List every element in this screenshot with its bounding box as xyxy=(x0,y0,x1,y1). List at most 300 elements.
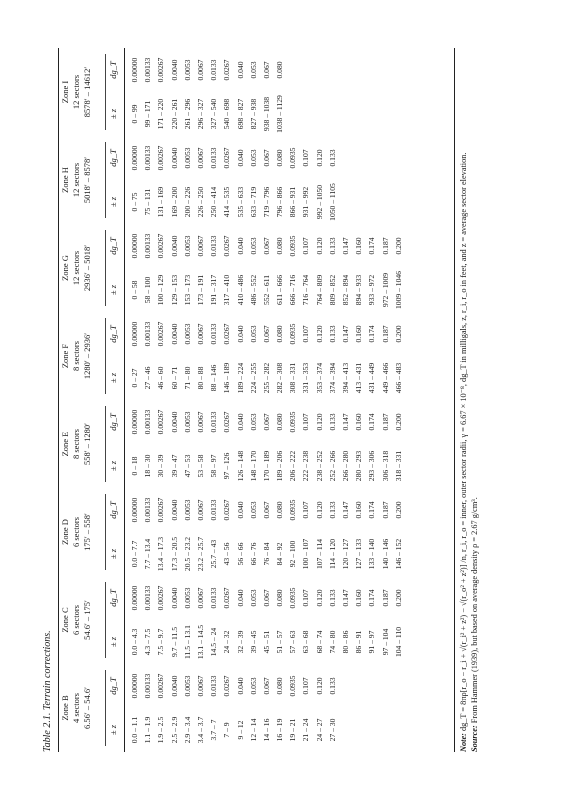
correction-cell: 0.174 xyxy=(367,237,377,255)
height-range-cell: 14 – 16 xyxy=(261,718,271,742)
height-range-cell: 0.0 – 7.7 xyxy=(130,540,139,568)
correction-cell: 0.00267 xyxy=(156,409,166,435)
height-range-cell: 120 – 127 xyxy=(341,538,350,570)
rotated-table-page xyxy=(42,40,522,760)
zone-sectors: 6 sectors xyxy=(71,605,81,635)
correction-cell: 0.120 xyxy=(314,325,324,343)
height-range-cell: 23.2 – 25.7 xyxy=(195,536,205,572)
zone-name: Zone C xyxy=(60,607,70,633)
height-range-cell: 63 – 68 xyxy=(301,630,311,654)
table-body xyxy=(128,48,405,752)
correction-cell: 0.120 xyxy=(314,677,324,695)
zone-header xyxy=(60,48,106,136)
correction-cell: 0.107 xyxy=(301,589,311,607)
column-subheaders xyxy=(108,48,118,752)
height-range-cell: 0 – 18 xyxy=(130,456,139,476)
height-range-cell: 148 – 170 xyxy=(248,450,258,482)
height-range-cell: 933 – 972 xyxy=(367,274,377,306)
correction-cell: 0.133 xyxy=(327,501,337,519)
correction-cell: 0.00267 xyxy=(156,497,166,523)
correction-cell: 0.00133 xyxy=(143,233,153,259)
correction-cell: 0.0133 xyxy=(209,59,219,81)
correction-cell: 0.00000 xyxy=(130,585,139,611)
zone-sectors: 12 sectors xyxy=(71,250,81,286)
correction-cell: 0.080 xyxy=(275,677,285,695)
correction-cell: 0.0067 xyxy=(195,411,205,433)
height-range-cell: 540 – 698 xyxy=(222,98,232,130)
correction-cell: 0.0053 xyxy=(182,235,192,257)
height-range-cell: 9.7 – 11.5 xyxy=(169,626,179,658)
height-range-cell: 255 – 282 xyxy=(261,362,271,394)
height-range-cell: 100 – 129 xyxy=(156,274,166,306)
height-range-cell: 226 – 250 xyxy=(195,186,205,218)
zone-range: 175′ – 558′ xyxy=(82,513,92,551)
height-range-cell: 0 – 75 xyxy=(130,192,139,212)
correction-cell: 0.0053 xyxy=(182,411,192,433)
height-range-cell: 2.9 – 3.4 xyxy=(182,716,192,744)
height-range-cell: 252 – 266 xyxy=(327,450,337,482)
height-range-cell: 866 – 931 xyxy=(288,186,298,218)
zone-header xyxy=(60,312,106,400)
range-col-label: ± z xyxy=(108,108,118,120)
correction-cell: 0.0040 xyxy=(169,499,179,521)
correction-cell: 0.080 xyxy=(275,413,285,431)
zone-header xyxy=(60,576,106,664)
zone-column xyxy=(128,312,405,400)
zone-column xyxy=(128,488,405,576)
correction-cell: 0.080 xyxy=(275,61,285,79)
height-range-cell: 189 – 206 xyxy=(275,450,285,482)
height-range-cell: 84 – 92 xyxy=(275,542,285,566)
correction-col-label: dg_T xyxy=(108,61,118,79)
height-range-cell: 633 – 719 xyxy=(248,186,258,218)
zone-sectors: 4 sectors xyxy=(71,693,81,723)
correction-cell: 0.0935 xyxy=(288,235,298,257)
height-range-cell: 171 – 220 xyxy=(156,98,166,130)
source-text: From Hammer (1939), but based on average density ρ = 2.67 g/cm³. xyxy=(470,497,479,724)
table-note xyxy=(458,48,480,752)
correction-cell: 0.0040 xyxy=(169,587,179,609)
correction-cell: 0.040 xyxy=(235,677,245,695)
correction-cell: 0.107 xyxy=(301,677,311,695)
correction-cell: 0.0935 xyxy=(288,587,298,609)
range-col-label: ± z xyxy=(108,636,118,648)
range-col-label: ± z xyxy=(108,460,118,472)
zone-sectors: 12 sectors xyxy=(71,162,81,198)
correction-cell: 0.080 xyxy=(275,237,285,255)
height-range-cell: 91 – 97 xyxy=(367,630,377,654)
height-range-cell: 1038 – 1129 xyxy=(275,95,285,133)
height-range-cell: 107 – 114 xyxy=(314,538,324,570)
height-range-cell: 68 – 74 xyxy=(314,630,324,654)
correction-cell: 0.0267 xyxy=(222,59,232,81)
height-range-cell: 30 – 39 xyxy=(156,454,166,478)
height-range-cell: 129 – 153 xyxy=(169,274,179,306)
correction-cell: 0.187 xyxy=(380,501,390,519)
correction-cell: 0.00000 xyxy=(130,673,139,699)
correction-cell: 0.107 xyxy=(301,413,311,431)
correction-cell: 0.0133 xyxy=(209,411,219,433)
height-range-cell: 169 – 200 xyxy=(169,186,179,218)
correction-cell: 0.0053 xyxy=(182,59,192,81)
height-range-cell: 16 – 19 xyxy=(275,718,285,742)
zone-name: Zone D xyxy=(60,519,70,545)
height-range-cell: 280 – 293 xyxy=(354,450,364,482)
correction-cell: 0.040 xyxy=(235,589,245,607)
height-range-cell: 32 – 39 xyxy=(235,630,245,654)
correction-cell: 0.120 xyxy=(314,589,324,607)
height-range-cell: 39 – 47 xyxy=(169,454,179,478)
height-range-cell: 45 – 51 xyxy=(261,630,271,654)
range-col-label: ± z xyxy=(108,724,118,736)
zone-underline xyxy=(105,142,106,218)
correction-cell: 0.040 xyxy=(235,149,245,167)
correction-cell: 0.120 xyxy=(314,149,324,167)
height-range-cell: 140 – 146 xyxy=(380,538,390,570)
height-range-cell: 12 – 14 xyxy=(248,718,258,742)
height-range-cell: 719 – 796 xyxy=(261,186,271,218)
correction-cell: 0.00133 xyxy=(143,145,153,171)
correction-cell: 0.0040 xyxy=(169,675,179,697)
correction-cell: 0.0267 xyxy=(222,499,232,521)
correction-cell: 0.0053 xyxy=(182,499,192,521)
height-range-cell: 1.1 – 1.9 xyxy=(143,716,153,744)
correction-cell: 0.0935 xyxy=(288,411,298,433)
header-rule xyxy=(124,48,125,752)
correction-cell: 0.00267 xyxy=(156,57,166,83)
correction-cell: 0.0067 xyxy=(195,499,205,521)
correction-cell: 0.200 xyxy=(393,237,403,255)
zone-underline xyxy=(105,230,106,306)
correction-cell: 0.160 xyxy=(354,501,364,519)
height-range-cell: 60 – 71 xyxy=(169,366,179,390)
height-range-cell: 99 – 171 xyxy=(143,100,153,128)
correction-cell: 0.0267 xyxy=(222,675,232,697)
height-range-cell: 3.7 – 7 xyxy=(209,719,219,741)
note-text: dg_T = 8πρ[r_o − r_i + √(r_i² + z²) − √(r_o² + z²)] /n, r_i, r_o = inner, outer sector radii, γ = 6.67 × 10⁻⁸, dg_T in milligals, z, r_i, r_o in feet, and z = average sector elevation. xyxy=(459,152,468,732)
correction-col-label: dg_T xyxy=(108,413,118,431)
correction-cell: 0.0267 xyxy=(222,411,232,433)
height-range-cell: 206 – 222 xyxy=(288,450,298,482)
correction-cell: 0.174 xyxy=(367,325,377,343)
correction-cell: 0.147 xyxy=(341,413,350,431)
zone-underline xyxy=(105,54,106,130)
zone-underline xyxy=(105,582,106,658)
correction-cell: 0.160 xyxy=(354,237,364,255)
height-range-cell: 66 – 76 xyxy=(248,542,258,566)
zone-column xyxy=(128,136,405,224)
correction-cell: 0.0067 xyxy=(195,147,205,169)
correction-cell: 0.080 xyxy=(275,325,285,343)
height-range-cell: 76 – 84 xyxy=(261,542,271,566)
height-range-cell: 413 – 431 xyxy=(354,362,364,394)
zone-header xyxy=(60,136,106,224)
zone-range: 6.56′ – 54.6′ xyxy=(82,687,92,729)
table-caption: Table 2.1. Terrain corrections. xyxy=(42,630,53,752)
zone-underline xyxy=(105,670,106,746)
correction-cell: 0.160 xyxy=(354,589,364,607)
height-range-cell: 374 – 394 xyxy=(327,362,337,394)
height-range-cell: 27 – 46 xyxy=(143,366,153,390)
correction-cell: 0.080 xyxy=(275,149,285,167)
height-range-cell: 200 – 226 xyxy=(182,186,192,218)
zone-range: 2936′ – 5018′ xyxy=(82,244,92,292)
height-range-cell: 353 – 374 xyxy=(314,362,324,394)
correction-cell: 0.107 xyxy=(301,149,311,167)
correction-cell: 0.0133 xyxy=(209,147,219,169)
height-range-cell: 7.7 – 13.4 xyxy=(143,538,153,570)
height-range-cell: 992 – 1050 xyxy=(314,184,324,220)
correction-cell: 0.0133 xyxy=(209,323,219,345)
correction-cell: 0.053 xyxy=(248,501,258,519)
zone-range: 558′ – 1280′ xyxy=(82,423,92,465)
height-range-cell: 1050 – 1105 xyxy=(327,183,337,221)
height-range-cell: 0 – 27 xyxy=(130,368,139,388)
correction-cell: 0.0040 xyxy=(169,323,179,345)
height-range-cell: 331 – 353 xyxy=(301,362,311,394)
zone-range: 8578′ – 14612′ xyxy=(82,66,92,118)
correction-cell: 0.00133 xyxy=(143,321,153,347)
height-range-cell: 552 – 611 xyxy=(261,274,271,306)
correction-cell: 0.187 xyxy=(380,325,390,343)
correction-cell: 0.00133 xyxy=(143,57,153,83)
correction-col-label: dg_T xyxy=(108,589,118,607)
height-range-cell: 222 – 238 xyxy=(301,450,311,482)
correction-cell: 0.0067 xyxy=(195,59,205,81)
height-range-cell: 75 – 131 xyxy=(143,188,153,216)
height-range-cell: 46 – 60 xyxy=(156,366,166,390)
height-range-cell: 852 – 894 xyxy=(341,274,350,306)
height-range-cell: 238 – 252 xyxy=(314,450,324,482)
height-range-cell: 56 – 66 xyxy=(235,542,245,566)
zone-range: 54.6′ – 175′ xyxy=(82,600,92,640)
correction-cell: 0.040 xyxy=(235,237,245,255)
height-range-cell: 266 – 280 xyxy=(341,450,350,482)
range-col-label: ± z xyxy=(108,284,118,296)
height-range-cell: 21 – 24 xyxy=(301,718,311,742)
correction-cell: 0.0053 xyxy=(182,147,192,169)
correction-cell: 0.174 xyxy=(367,589,377,607)
height-range-cell: 173 – 191 xyxy=(195,274,205,306)
height-range-cell: 11.5 – 13.1 xyxy=(182,625,192,659)
height-range-cell: 27 – 30 xyxy=(327,718,337,742)
height-range-cell: 894 – 933 xyxy=(354,274,364,306)
height-range-cell: 71 – 80 xyxy=(182,366,192,390)
height-range-cell: 20.5 – 23.2 xyxy=(182,536,192,572)
zone-column xyxy=(128,576,405,664)
height-range-cell: 938 – 1038 xyxy=(261,96,271,132)
correction-cell: 0.00000 xyxy=(130,145,139,171)
correction-cell: 0.00133 xyxy=(143,673,153,699)
correction-cell: 0.0267 xyxy=(222,235,232,257)
correction-cell: 0.120 xyxy=(314,237,324,255)
correction-cell: 0.160 xyxy=(354,413,364,431)
height-range-cell: 0 – 99 xyxy=(130,104,139,124)
correction-cell: 0.0133 xyxy=(209,675,219,697)
zone-column xyxy=(128,224,405,312)
correction-cell: 0.067 xyxy=(261,677,271,695)
height-range-cell: 809 – 852 xyxy=(327,274,337,306)
bottom-rule xyxy=(454,48,455,752)
height-range-cell: 97 – 126 xyxy=(222,452,232,480)
correction-cell: 0.200 xyxy=(393,501,403,519)
height-range-cell: 114 – 120 xyxy=(327,538,337,570)
correction-cell: 0.00267 xyxy=(156,145,166,171)
height-range-cell: 92 – 100 xyxy=(288,540,298,568)
height-range-cell: 104 – 110 xyxy=(393,626,403,658)
zone-headers xyxy=(60,48,106,752)
correction-cell: 0.0040 xyxy=(169,147,179,169)
correction-cell: 0.00000 xyxy=(130,321,139,347)
height-range-cell: 220 – 261 xyxy=(169,98,179,130)
height-range-cell: 2.5 – 2.9 xyxy=(169,716,179,744)
correction-cell: 0.00133 xyxy=(143,497,153,523)
height-range-cell: 146 – 189 xyxy=(222,362,232,394)
correction-cell: 0.187 xyxy=(380,237,390,255)
height-range-cell: 100 – 107 xyxy=(301,538,311,570)
height-range-cell: 127 – 133 xyxy=(354,538,364,570)
correction-cell: 0.133 xyxy=(327,325,337,343)
zone-column xyxy=(128,664,405,752)
zone-underline xyxy=(105,406,106,482)
height-range-cell: 24 – 32 xyxy=(222,630,232,654)
height-range-cell: 19 – 21 xyxy=(288,718,298,742)
correction-cell: 0.053 xyxy=(248,413,258,431)
height-range-cell: 486 – 552 xyxy=(248,274,258,306)
height-range-cell: 698 – 827 xyxy=(235,98,245,130)
correction-col-label: dg_T xyxy=(108,325,118,343)
height-range-cell: 261 – 296 xyxy=(182,98,192,130)
height-range-cell: 827 – 938 xyxy=(248,98,258,130)
correction-cell: 0.0935 xyxy=(288,499,298,521)
zone-header xyxy=(60,664,106,752)
height-range-cell: 1.9 – 2.5 xyxy=(156,716,166,744)
zone-column xyxy=(128,48,405,136)
correction-cell: 0.160 xyxy=(354,325,364,343)
correction-cell: 0.040 xyxy=(235,413,245,431)
height-range-cell: 7.5 – 9.7 xyxy=(156,628,166,656)
height-range-cell: 449 – 466 xyxy=(380,362,390,394)
zone-underline xyxy=(105,318,106,394)
correction-cell: 0.053 xyxy=(248,677,258,695)
zone-name: Zone F xyxy=(60,343,70,369)
zone-sectors: 6 sectors xyxy=(71,517,81,547)
height-range-cell: 327 – 540 xyxy=(209,98,219,130)
zone-range: 1280′ – 2936′ xyxy=(82,332,92,380)
correction-cell: 0.040 xyxy=(235,61,245,79)
height-range-cell: 308 – 331 xyxy=(288,362,298,394)
correction-cell: 0.0935 xyxy=(288,323,298,345)
correction-cell: 0.174 xyxy=(367,413,377,431)
correction-cell: 0.107 xyxy=(301,237,311,255)
height-range-cell: 282 – 308 xyxy=(275,362,285,394)
top-rule xyxy=(58,48,59,752)
height-range-cell: 3.4 – 3.7 xyxy=(195,716,205,744)
height-range-cell: 0 – 58 xyxy=(130,280,139,300)
correction-cell: 0.00000 xyxy=(130,409,139,435)
zone-name: Zone G xyxy=(60,255,70,281)
correction-cell: 0.00133 xyxy=(143,409,153,435)
zone-name: Zone I xyxy=(60,80,70,104)
zone-underline xyxy=(105,494,106,570)
height-range-cell: 97 – 104 xyxy=(380,628,390,656)
height-range-cell: 43 – 56 xyxy=(222,542,232,566)
correction-cell: 0.120 xyxy=(314,413,324,431)
height-range-cell: 53 – 58 xyxy=(195,454,205,478)
correction-cell: 0.00267 xyxy=(156,233,166,259)
correction-cell: 0.080 xyxy=(275,589,285,607)
height-range-cell: 931 – 992 xyxy=(301,186,311,218)
correction-cell: 0.067 xyxy=(261,237,271,255)
correction-cell: 0.0067 xyxy=(195,675,205,697)
height-range-cell: 170 – 189 xyxy=(261,450,271,482)
height-range-cell: 7 – 9 xyxy=(222,722,232,738)
zone-name: Zone H xyxy=(60,167,70,193)
correction-cell: 0.147 xyxy=(341,501,350,519)
height-range-cell: 535 – 633 xyxy=(235,186,245,218)
correction-cell: 0.067 xyxy=(261,413,271,431)
correction-cell: 0.053 xyxy=(248,149,258,167)
correction-cell: 0.053 xyxy=(248,237,258,255)
height-range-cell: 51 – 57 xyxy=(275,630,285,654)
correction-cell: 0.0935 xyxy=(288,147,298,169)
height-range-cell: 0.0 – 1.1 xyxy=(130,716,139,744)
correction-cell: 0.00000 xyxy=(130,497,139,523)
height-range-cell: 74 – 80 xyxy=(327,630,337,654)
correction-cell: 0.0267 xyxy=(222,587,232,609)
correction-cell: 0.200 xyxy=(393,589,403,607)
height-range-cell: 414 – 535 xyxy=(222,186,232,218)
height-range-cell: 306 – 318 xyxy=(380,450,390,482)
correction-cell: 0.040 xyxy=(235,325,245,343)
correction-cell: 0.0040 xyxy=(169,235,179,257)
correction-cell: 0.053 xyxy=(248,589,258,607)
height-range-cell: 58 – 97 xyxy=(209,454,219,478)
height-range-cell: 250 – 414 xyxy=(209,186,219,218)
height-range-cell: 716 – 764 xyxy=(301,274,311,306)
height-range-cell: 224 – 255 xyxy=(248,362,258,394)
height-range-cell: 394 – 413 xyxy=(341,362,350,394)
height-range-cell: 14.5 – 24 xyxy=(209,627,219,657)
correction-cell: 0.00267 xyxy=(156,673,166,699)
range-col-label: ± z xyxy=(108,196,118,208)
height-range-cell: 1009 – 1046 xyxy=(393,271,403,309)
height-range-cell: 4.3 – 7.5 xyxy=(143,628,153,656)
correction-cell: 0.0133 xyxy=(209,587,219,609)
range-col-label: ± z xyxy=(108,372,118,384)
height-range-cell: 431 – 449 xyxy=(367,362,377,394)
height-range-cell: 57 – 63 xyxy=(288,630,298,654)
correction-cell: 0.00133 xyxy=(143,585,153,611)
correction-cell: 0.00267 xyxy=(156,585,166,611)
correction-cell: 0.0053 xyxy=(182,323,192,345)
height-range-cell: 764 – 809 xyxy=(314,274,324,306)
correction-cell: 0.0267 xyxy=(222,147,232,169)
correction-cell: 0.0067 xyxy=(195,323,205,345)
height-range-cell: 191 – 317 xyxy=(209,274,219,306)
correction-cell: 0.133 xyxy=(327,149,337,167)
source-label: Source: xyxy=(470,725,479,752)
correction-col-label: dg_T xyxy=(108,237,118,255)
range-col-label: ± z xyxy=(108,548,118,560)
zone-range: 5018′ – 8578′ xyxy=(82,156,92,204)
correction-cell: 0.00267 xyxy=(156,321,166,347)
correction-cell: 0.174 xyxy=(367,501,377,519)
height-range-cell: 80 – 86 xyxy=(341,630,350,654)
zone-header xyxy=(60,488,106,576)
correction-cell: 0.0067 xyxy=(195,235,205,257)
correction-cell: 0.0133 xyxy=(209,499,219,521)
